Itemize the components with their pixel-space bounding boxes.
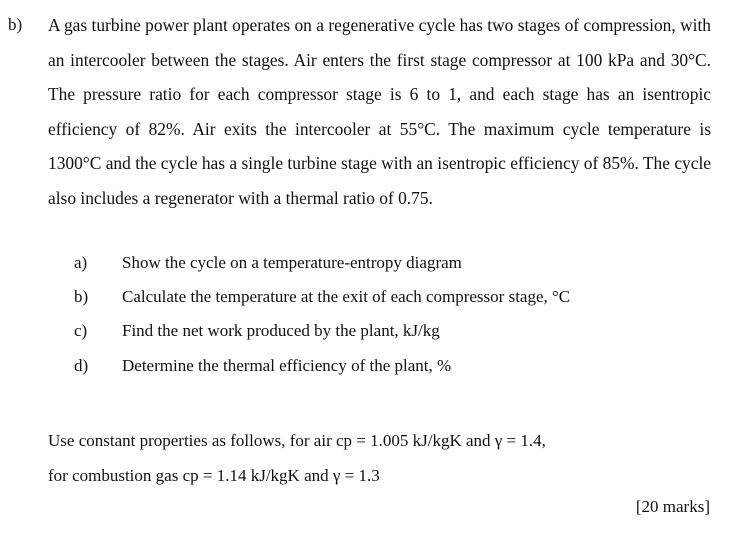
subquestion-letter: b) xyxy=(74,287,89,306)
subquestion-text: Find the net work produced by the plant, kJ/kg xyxy=(122,321,440,340)
constant-properties xyxy=(48,424,546,493)
properties-air: Use constant properties as follows, for air cp = 1.005 kJ/kgK and γ = 1.4, xyxy=(48,431,546,450)
subquestion-letter: d) xyxy=(74,356,89,375)
subquestion-letter: a) xyxy=(74,253,88,272)
subquestion-text: Show the cycle on a temperature-entropy diagram xyxy=(122,253,462,272)
subquestion-c xyxy=(74,320,440,342)
subquestion-a xyxy=(74,252,462,274)
question-body: A gas turbine power plant operates on a regenerative cycle has two stages of compression, with an intercooler between the stages. Air enters the first stage compressor at 100 kPa and 30°C. The pressure ratio for each compressor stage is 6 to 1, and each stage has an isentropic efficiency of 82%. Air exits the intercooler at 55°C. The maximum cycle temperature is 1300°C and the cycle has a single turbine stage with an isentropic efficiency of 85%. The cycle also includes a regenerator with a thermal ratio of 0.75. xyxy=(48,15,711,208)
question-label: b) xyxy=(8,15,23,34)
marks-label: [20 marks] xyxy=(635,497,710,516)
properties-combustion-gas: for combustion gas cp = 1.14 kJ/kgK and γ = 1.3 xyxy=(48,465,380,485)
subquestion-text: Calculate the temperature at the exit of each compressor stage, °C xyxy=(122,287,571,306)
subquestion-text: Determine the thermal efficiency of the plant, % xyxy=(122,356,452,375)
subquestion-d xyxy=(74,355,451,377)
subquestion-letter: c) xyxy=(74,321,88,340)
subquestion-b xyxy=(74,286,570,308)
